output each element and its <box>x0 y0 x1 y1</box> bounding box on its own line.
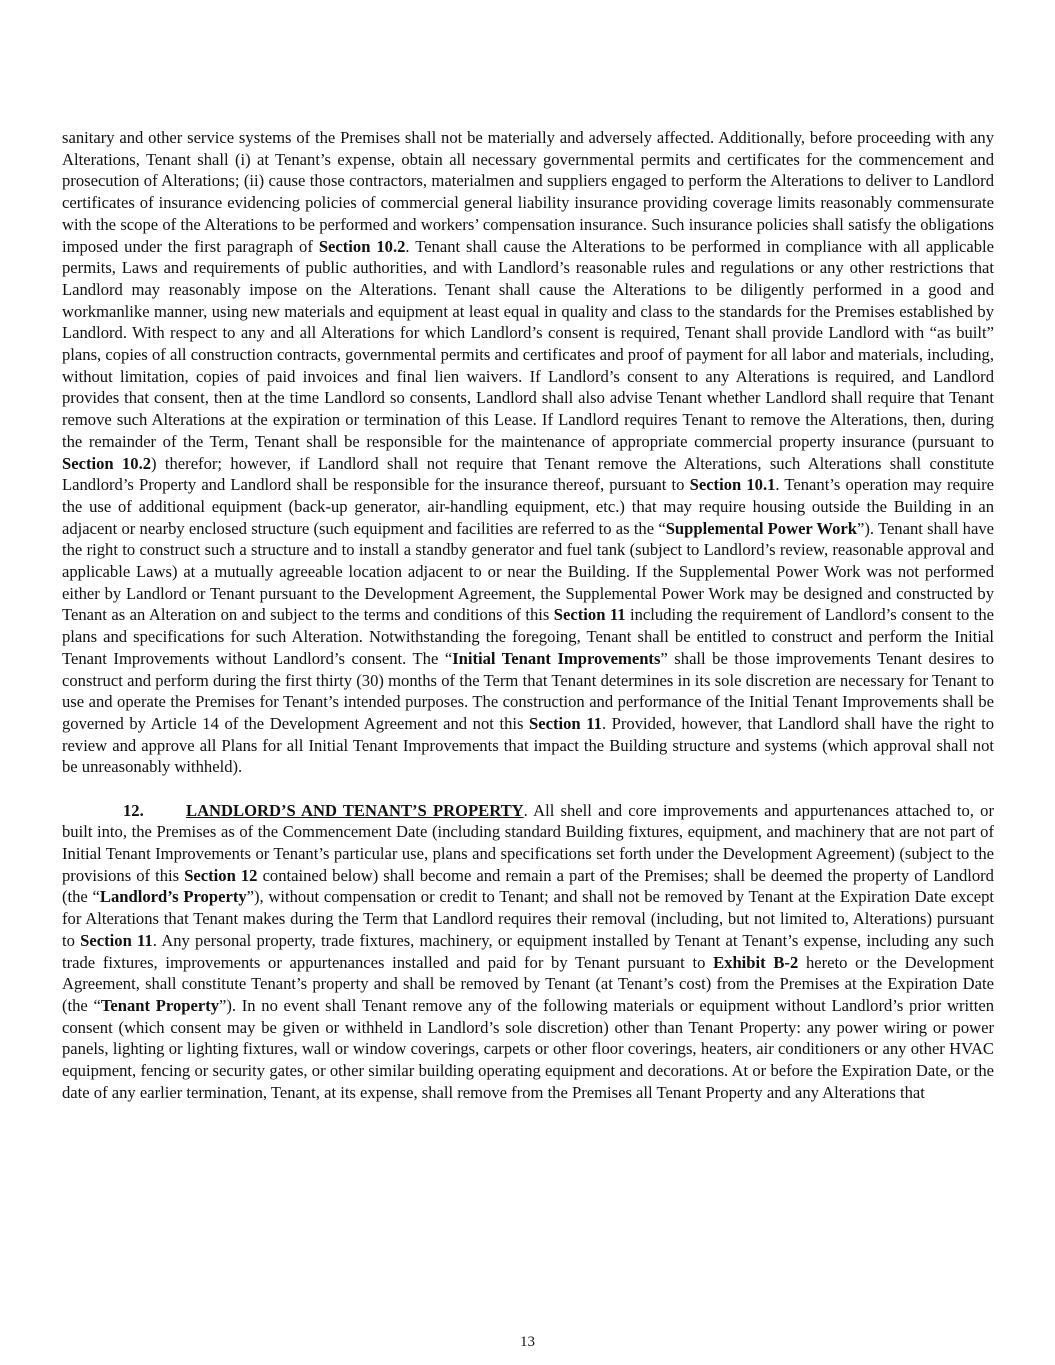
section-reference: Section 12 <box>184 865 258 885</box>
defined-term: Supplemental Power Work <box>665 518 857 538</box>
text-run: . All shell and core improvements and appurtenances attached to, or built into, the Premises as of the Commencement Date (including standard Building fixtures, equipment, and machinery that are not part of Initial Tenant Improvements or Tenant’s particular use, plans and specifications set forth under the Development Agreement) (subject to the provisions of this <box>62 800 994 885</box>
text-run: . Tenant shall cause the Alterations to be performed in compliance with all applicable permits, Laws and requirements of public authorities, and with Landlord’s reasonable rules and regulations or any other restrictions that Landlord may reasonably impose on the Alterations. Tenant shall cause the Alterations to be diligently performed in a good and workmanlike manner, using new materials and equipment at least equal in quality and class to the standards for the Premises established by Landlord. With respect to any and all Alterations for which Landlord’s consent is required, Tenant shall provide Landlord with “as built” plans, copies of all construction contracts, governmental permits and certificates and proof of payment for all labor and materials, including, without limitation, copies of paid invoices and final lien waivers. If Landlord’s consent to any Alterations is required, and Landlord provides that consent, then at the time Landlord so consents, Landlord shall also advise Tenant whether Landlord shall require that Tenant remove such Alterations at the expiration or termination of this Lease. If Landlord requires Tenant to remove the Alterations, then, during the remainder of the Term, Tenant shall be responsible for the maintenance of appropriate commercial property insurance (pursuant to <box>62 236 995 451</box>
text-run: contained below) shall become and remain a part of the Premises; shall be deemed the property of Landlord (the “ <box>62 865 994 907</box>
paragraph-section-12 <box>62 800 994 1104</box>
text-run: ”), without compensation or credit to Tenant; and shall not be removed by Tenant at the Expiration Date except for Alterations that Tenant makes during the Term that Landlord requires their removal (including, but not limited to, Alterations) pursuant to <box>62 887 995 950</box>
section-heading: LANDLORD’S AND TENANT’S PROPERTY <box>186 800 524 820</box>
section-reference: Section 10.2 <box>62 453 152 473</box>
text-run: . Provided, however, that Landlord shall have the right to review and approve all Plans for all Initial Tenant Improvements that impact the Building structure and systems (which approval shall not be unreasonably withheld). <box>62 713 994 777</box>
section-reference: Section 10.2 <box>318 236 406 256</box>
document-page <box>62 127 994 1103</box>
section-reference: Section 11 <box>529 713 602 733</box>
text-run: including the requirement of Landlord’s consent to the plans and specifications for such Alteration. Notwithstanding the foregoing, Tenant shall be entitled to construct and perform the Initial Tenant Improvements without Landlord’s consent. The “ <box>62 605 995 668</box>
text-run: ”). Tenant shall have the right to construct such a structure and to install a standby generator and fuel tank (subject to Landlord’s review, reasonable approval and applicable Laws) at a mutually agreeable location adjacent to or near the Building. If the Supplemental Power Work was not performed either by Landlord or Tenant pursuant to the Development Agreement, the Supplemental Power Work may be designed and constructed by Tenant as an Alteration on and subject to the terms and conditions of this <box>62 518 994 625</box>
defined-term: Tenant Property <box>100 995 220 1015</box>
text-run: ”). In no event shall Tenant remove any of the following materials or equipment without Landlord’s prior written consent (which consent may be given or withheld in Landlord’s sole discretion) other than Tenant Property: any power wiring or power panels, lighting or lighting fixtures, wall or window coverings, carpets or other floor coverings, heaters, air conditioners or any other HVAC equipment, fencing or security gates, or other similar building operating equipment and decorations. At or before the Expiration Date, or the date of any earlier termination, Tenant, at its expense, shall remove from the Premises all Tenant Property and any Alterations that <box>62 995 995 1102</box>
paragraph-alterations-continued <box>62 127 994 778</box>
text-run: . Any personal property, trade fixtures, machinery, or equipment installed by Tenant at Tenant’s expense, including any such trade fixtures, improvements or appurtenances installed and paid for by Tenant pursuant to <box>62 930 995 972</box>
defined-term: Initial Tenant Improvements <box>452 648 661 668</box>
text-run: sanitary and other service systems of the Premises shall not be materially and adversely affected. Additionally, before proceeding with any Alterations, Tenant shall (i) at Tenant’s expense, obtain all necessary governmental permits and certificates for the commencement and prosecution of Alterations; (ii) cause those contractors, materialmen and suppliers engaged to perform the Alterations to deliver to Landlord certificates of insurance evidencing policies of commercial general liability insurance providing coverage limits reasonably commensurate with the scope of the Alterations to be performed and workers’ compensation insurance. Such insurance policies shall satisfy the obligations imposed under the first paragraph of <box>62 128 994 256</box>
section-reference: Section 11 <box>80 930 153 950</box>
page-number: 13 <box>520 1334 535 1350</box>
text-run: . Tenant’s operation may require the use of additional equipment (back-up generator, air-handling equipment, etc.) that may require housing outside the Building in an adjacent or nearby enclosed structure (such equipment and facilities are referred to as the “ <box>62 475 995 538</box>
section-number: 12. <box>123 800 144 820</box>
text-run: ) therefor; however, if Landlord shall not require that Tenant remove the Alterations, such Alterations shall constitute Landlord’s Property and Landlord shall be responsible for the insurance thereof, pursuant to <box>62 453 994 495</box>
section-reference: Section 11 <box>553 605 626 625</box>
text-run: hereto or the Development Agreement, shall constitute Tenant’s property and shall be removed by Tenant (at Tenant’s cost) from the Premises at the Expiration Date (the “ <box>62 952 995 1015</box>
exhibit-reference: Exhibit B-2 <box>713 952 799 972</box>
defined-term: Landlord’s Property <box>99 887 247 907</box>
text-run: ” shall be those improvements Tenant desires to construct and perform during the first thirty (30) months of the Term that Tenant determines in its sole discretion are necessary for Tenant to use and operate the Premises for Tenant’s intended purposes. The construction and performance of the Initial Tenant Improvements shall be governed by Article 14 of the Development Agreement and not this <box>62 648 995 733</box>
section-reference: Section 10.1 <box>689 475 776 495</box>
